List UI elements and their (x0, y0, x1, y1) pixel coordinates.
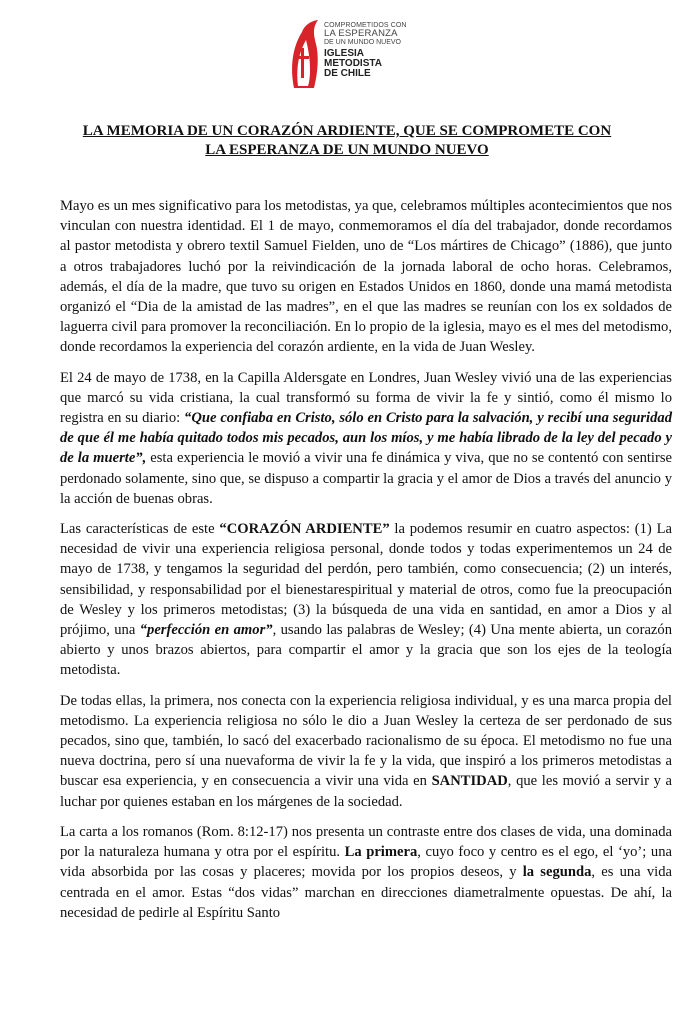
p5-bold-2: la segunda (522, 864, 592, 881)
church-logo (288, 16, 418, 104)
p3-bold: “CORAZÓN ARDIENTE” (219, 521, 390, 538)
p5-text-c: , es una vida centrada en el amor. Estas “dos vidas” marchan en direcciones diametralmente opuestas. De ahí, la necesidad de pedirle al Espíritu Santo (60, 864, 672, 921)
p4-text-a: De todas ellas, la primera, nos conecta con la experiencia religiosa individual, y es una marca propia del metodismo. La experiencia religiosa no sólo le dio a Juan Wesley la certeza de ser perdonado de sus pecados, sino que, también, lo sacó del exacerbado racionalismo de su época. El metodismo no fue una nueva doctrina, pero sí una nuevaforma de vivir la fe y la vida, que inspiró a los primeros metodistas a buscar esa experiencia, y en consecuencia a vivir una vida en (60, 692, 672, 790)
p4-bold: SANTIDAD (431, 773, 508, 790)
p2-text-a: El 24 de mayo de 1738, en la Capilla Aldersgate en Londres, Juan Wesley vivió una de las experiencias que marcó su vida cristiana, la cual transformó su forma de vivir la fe y sintió, como él mismo lo registra en su diario: (60, 369, 672, 427)
p2-text-b: esta experiencia le movió a vivir una fe dinámica y viva, que no se contentó con sentirse perdonado solamente, sino que, se dispuso a compartir la gracia y el amor de Dios a través del anuncio y la acción de buenas obras. (60, 450, 672, 507)
article-body (60, 196, 672, 933)
p3-text-b: la podemos resumir en cuatro aspectos: (1) La necesidad de vivir una experiencia religiosa personal, donde todos y todas experimentemos un 24 de mayo de 1738, y tengamos la seguridad del perdón, pero también, como consecuencia; (2) un interés, sensibilidad, y responsabilidad por el bienestarespiritual y material de otros, como fue la preocupación de Wesley y los primeros metodistas; (3) la búsqueda de una vida en santidad, en amor a Dios y al prójimo, una (60, 521, 672, 639)
title-line-2: LA ESPERANZA DE UN MUNDO NUEVO (205, 142, 489, 158)
p5-text-a: La carta a los romanos (Rom. 8:12-17) nos presenta un contraste entre dos clases de vida, una dominada por la naturaleza humana y otra por el espíritu. (60, 823, 672, 861)
p3-text-c: , usando las palabras de Wesley; (4) Una mente abierta, un corazón abierto y unos brazos abiertos, para compartir el amor y la gracia que son los ejes de la teología metodista. (60, 622, 673, 679)
paragraph-5 (60, 822, 672, 923)
p5-text-b: , cuyo foco y centro es el ego, el ‘yo’; una vida absorbida por las cosas y placeres; movida por los propios deseos, y (60, 844, 672, 881)
logo-line-4: IGLESIA METODISTA (324, 47, 382, 69)
p3-text-a: Las características de este (60, 521, 220, 538)
paragraph-2 (60, 368, 672, 509)
logo-line-1: COMPROMETIDOS CON (324, 22, 407, 29)
paragraph-1: Mayo es un mes significativo para los metodistas, ya que, celebramos múltiples acontecimientos que nos vinculan con nuestra identidad. El 1 de mayo, conmemoramos el día del trabajador, donde recordamos al pastor metodista y obrero textil Samuel Fielden, uno de “Los mártires de Chicago” (1886), que junto a otros trabajadores luchó por la reivindicación de la jornada laboral de ocho horas. Celebramos, además, el día de la madre, que tuvo su origen en Estados Unidos en 1860, donde una mamá metodista organizó el “Dia de la amistad de las madres”, en el que las madres se reunían con los ex soldados de laguerra civil para promover la reconciliación. En lo propio de la iglesia, mayo es el mes del metodismo, donde recordamos la experiencia del corazón ardiente, en la vida de Juan Wesley. (60, 198, 672, 356)
p4-text-b: , que les movió a servir y a luchar por quienes estaban en los márgenes de la sociedad. (60, 773, 673, 810)
p3-italic: “perfección en amor” (139, 622, 273, 639)
p2-quote: “Que confiaba en Cristo, sólo en Cristo para la salvación, y recibí una seguridad de que él me había quitado todos mis pecados, aun los míos, y me había librado de la ley del pecado y de la muerte”, (60, 410, 672, 467)
logo-line-3: DE UN MUNDO NUEVO (324, 38, 402, 46)
p5-bold-1: La primera (344, 844, 418, 861)
title-line-1: LA MEMORIA DE UN CORAZÓN ARDIENTE, QUE SE COMPROMETE CON (82, 123, 612, 139)
logo-line-5: DE CHILE (324, 67, 371, 79)
paragraph-3 (60, 519, 672, 681)
cross-flame-icon (288, 18, 322, 90)
logo-line-2: LA ESPERANZA (324, 28, 398, 39)
page-title (40, 122, 654, 160)
paragraph-4 (60, 691, 672, 812)
